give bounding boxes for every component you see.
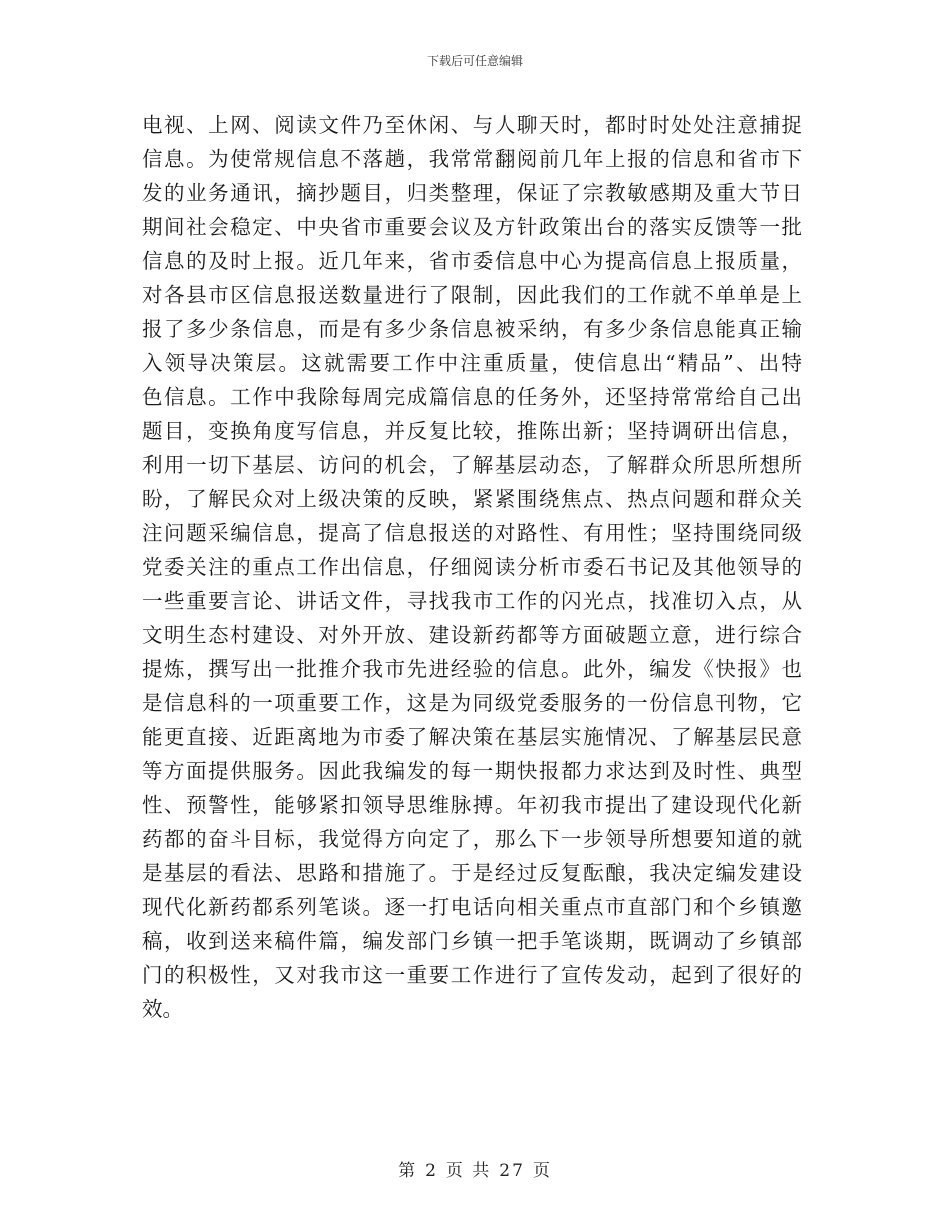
- text-line: 题目，变换角度写信息，并反复比较，推陈出新；坚持调研出信息，: [142, 419, 802, 443]
- text-line: 等方面提供服务。因此我编发的每一期快报都力求达到及时性、典型: [142, 759, 802, 783]
- text-line: 稿，收到送来稿件篇，编发部门乡镇一把手笔谈期，既调动了乡镇部: [142, 929, 802, 953]
- page-header: 下载后可任意编辑: [426, 54, 523, 68]
- page-label-prefix: 第: [398, 1161, 418, 1181]
- text-line: 入领导决策层。这就需要工作中注重质量，使信息出“精品”、出特: [142, 351, 802, 375]
- text-line: 注问题采编信息，提高了信息报送的对路性、有用性；坚持围绕同级: [142, 521, 802, 545]
- page-footer: [0, 1156, 950, 1181]
- text-line: 文明生态村建设、对外开放、建设新药都等方面破题立意，进行综合: [142, 623, 802, 647]
- text-line: 党委关注的重点工作出信息，仔细阅读分析市委石书记及其他领导的: [142, 555, 802, 579]
- page-label-middle: 页 共: [445, 1161, 492, 1181]
- document-body: [142, 108, 802, 1026]
- text-line: 信息。为使常规信息不落趟，我常常翻阅前几年上报的信息和省市下: [142, 147, 802, 171]
- text-line: 提炼，撰写出一批推介我市先进经验的信息。此外，编发《快报》也: [142, 657, 802, 681]
- text-line: 药都的奋斗目标，我觉得方向定了，那么下一步领导所想要知道的就: [142, 827, 802, 851]
- text-line: 一些重要言论、讲话文件，寻找我市工作的闪光点，找准切入点，从: [142, 589, 802, 613]
- text-line: 是基层的看法、思路和措施了。于是经过反复酝酿，我决定编发建设: [142, 861, 802, 885]
- text-line: 期间社会稳定、中央省市重要会议及方针政策出台的落实反馈等一批: [142, 215, 802, 239]
- text-line: 信息的及时上报。近几年来，省市委信息中心为提高信息上报质量，: [142, 249, 802, 273]
- page-total: 27: [499, 1161, 525, 1181]
- text-line: 盼，了解民众对上级决策的反映，紧紧围绕焦点、热点问题和群众关: [142, 487, 802, 511]
- text-line: 报了多少条信息，而是有多少条信息被采纳，有多少条信息能真正输: [142, 317, 802, 341]
- text-line: 现代化新药都系列笔谈。逐一打电话向相关重点市直部门和个乡镇邀: [142, 895, 802, 919]
- text-line: 性、预警性，能够紧扣领导思维脉搏。年初我市提出了建设现代化新: [142, 793, 802, 817]
- text-line: 是信息科的一项重要工作，这是为同级党委服务的一份信息刊物，它: [142, 691, 802, 715]
- text-line-last: 效。: [142, 997, 183, 1021]
- page-number: 2: [425, 1161, 438, 1181]
- text-line: 色信息。工作中我除每周完成篇信息的任务外，还坚持常常给自己出: [142, 385, 802, 409]
- text-line: 对各县市区信息报送数量进行了限制，因此我们的工作就不单单是上: [142, 283, 802, 307]
- text-line: 发的业务通讯，摘抄题目，归类整理，保证了宗教敏感期及重大节日: [142, 181, 802, 205]
- text-line: 门的积极性，又对我市这一重要工作进行了宣传发动，起到了很好的: [142, 963, 802, 987]
- page-label-suffix: 页: [532, 1161, 552, 1181]
- text-line: 利用一切下基层、访问的机会，了解基层动态，了解群众所思所想所: [142, 453, 802, 477]
- text-line: 能更直接、近距离地为市委了解决策在基层实施情况、了解基层民意: [142, 725, 802, 749]
- text-line: 电视、上网、阅读文件乃至休闲、与人聊天时，都时时处处注意捕捉: [142, 113, 802, 137]
